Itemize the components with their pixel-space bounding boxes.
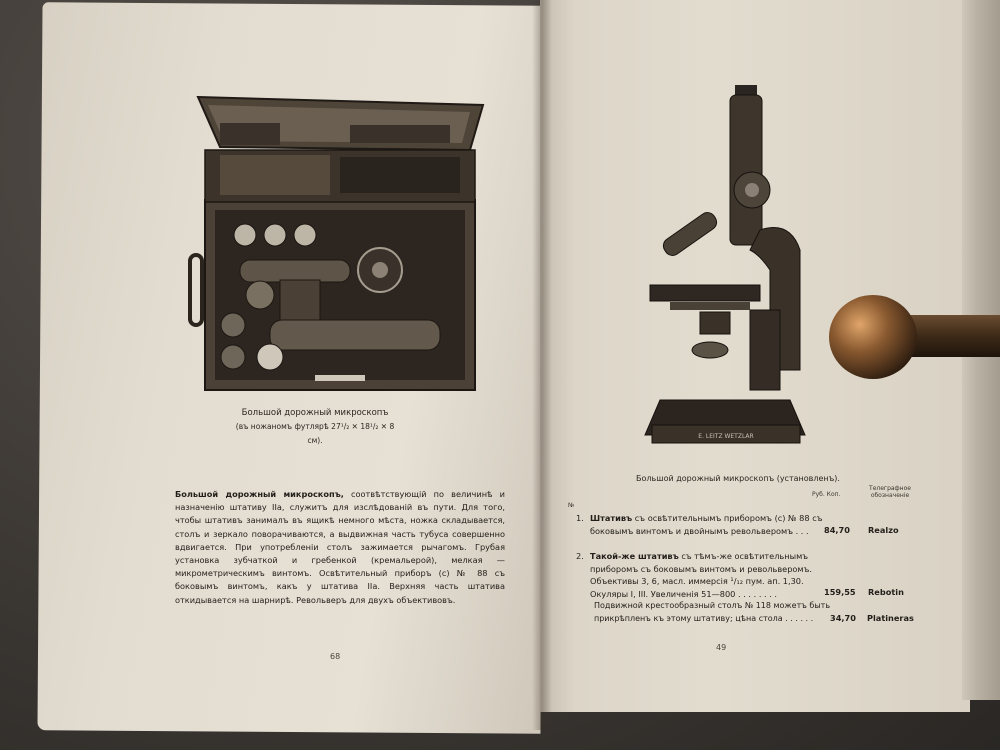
crossstage-price bbox=[830, 612, 856, 625]
note-telegraph-code: Platineras bbox=[867, 613, 914, 623]
case-caption bbox=[230, 406, 400, 448]
item-details: съ освѣтительнымъ приборомъ (с) № 88 съ боковымъ винтомъ и двойнымъ револьверомъ . . . bbox=[590, 513, 823, 536]
item-number: 1. bbox=[576, 513, 584, 523]
description-paragraph bbox=[175, 488, 505, 607]
catalog-item-2 bbox=[576, 550, 916, 598]
description-lead: Большой дорожный микроскопъ, bbox=[175, 489, 344, 499]
catalog-item-1 bbox=[576, 512, 916, 542]
microscope-illustration bbox=[640, 80, 810, 450]
item-number: 2. bbox=[576, 551, 584, 561]
item-name: Такой-же штативъ bbox=[590, 551, 679, 561]
item-telegraph-code: Realzo bbox=[868, 525, 899, 535]
item-telegraph-code: Rebotin bbox=[868, 587, 904, 597]
stand-engraving: E. LEITZ WETZLAR bbox=[698, 433, 754, 440]
page-number-left: 68 bbox=[330, 652, 341, 661]
brass-handle-object bbox=[828, 290, 1000, 390]
note-price: 34,70 bbox=[830, 613, 856, 623]
case-caption-dimensions: (въ ножаномъ футлярѣ 27¹/₂ ✕ 18¹/₂ ✕ 8 см). bbox=[235, 422, 395, 445]
item-price: 159,55 bbox=[824, 587, 856, 597]
case-caption-title: Большой дорожный микроскопъ bbox=[241, 408, 389, 418]
code-column-label: Телеграфное обозначеніе bbox=[869, 485, 911, 499]
page-number-right: 49 bbox=[716, 643, 727, 652]
item-name: Штативъ bbox=[590, 513, 633, 523]
price-column-label: Руб. Коп. bbox=[812, 491, 841, 498]
number-column-mark: № bbox=[568, 502, 575, 509]
crossstage-code bbox=[867, 612, 914, 625]
book-gutter bbox=[532, 0, 552, 730]
description-text: соотвѣтствующій по величинѣ и назначенію штативу IIa, служитъ для изслѣдованій въ пути. Для того, чтобы штативъ занималъ въ ящикѣ немного мѣста, ножка складывается, столъ и зеркало поворачиваются, а выдвижная часть тубуса совершенно вдвигается. При употребленіи столъ зажимается рычагомъ. Грубая установка зубчаткой и гребенкой (кремальерой), мелкая — микрометрическимъ винтомъ. Освѣтительный приборъ (с) № 88 съ боковымъ винтомъ, какъ у штатива IIa. Верхняя часть штатива откидывается на шарнирѣ. Револьверъ для двухъ объективовъ. bbox=[175, 489, 505, 605]
microscope-caption: Большой дорожный микроскопъ (установленъ). bbox=[636, 474, 840, 483]
item-description bbox=[590, 550, 830, 600]
item-price: 84,70 bbox=[824, 525, 850, 535]
crossstage-note: Подвижной крестообразный столъ № 118 можетъ быть прикрѣпленъ къ этому штативу; цѣна стола . . . . . . bbox=[594, 601, 831, 623]
item-description bbox=[590, 512, 830, 537]
microscope-case-illustration bbox=[150, 95, 485, 395]
item-details: съ тѣмъ-же освѣтительнымъ приборомъ съ боковымъ винтомъ и револьверомъ. Объективы 3, 6, масл. иммерсія ¹/₁₂ пум. ап. 1,30. Окуляры I, III. Увеличенія 51—800 . . . . . . . . bbox=[590, 551, 812, 599]
